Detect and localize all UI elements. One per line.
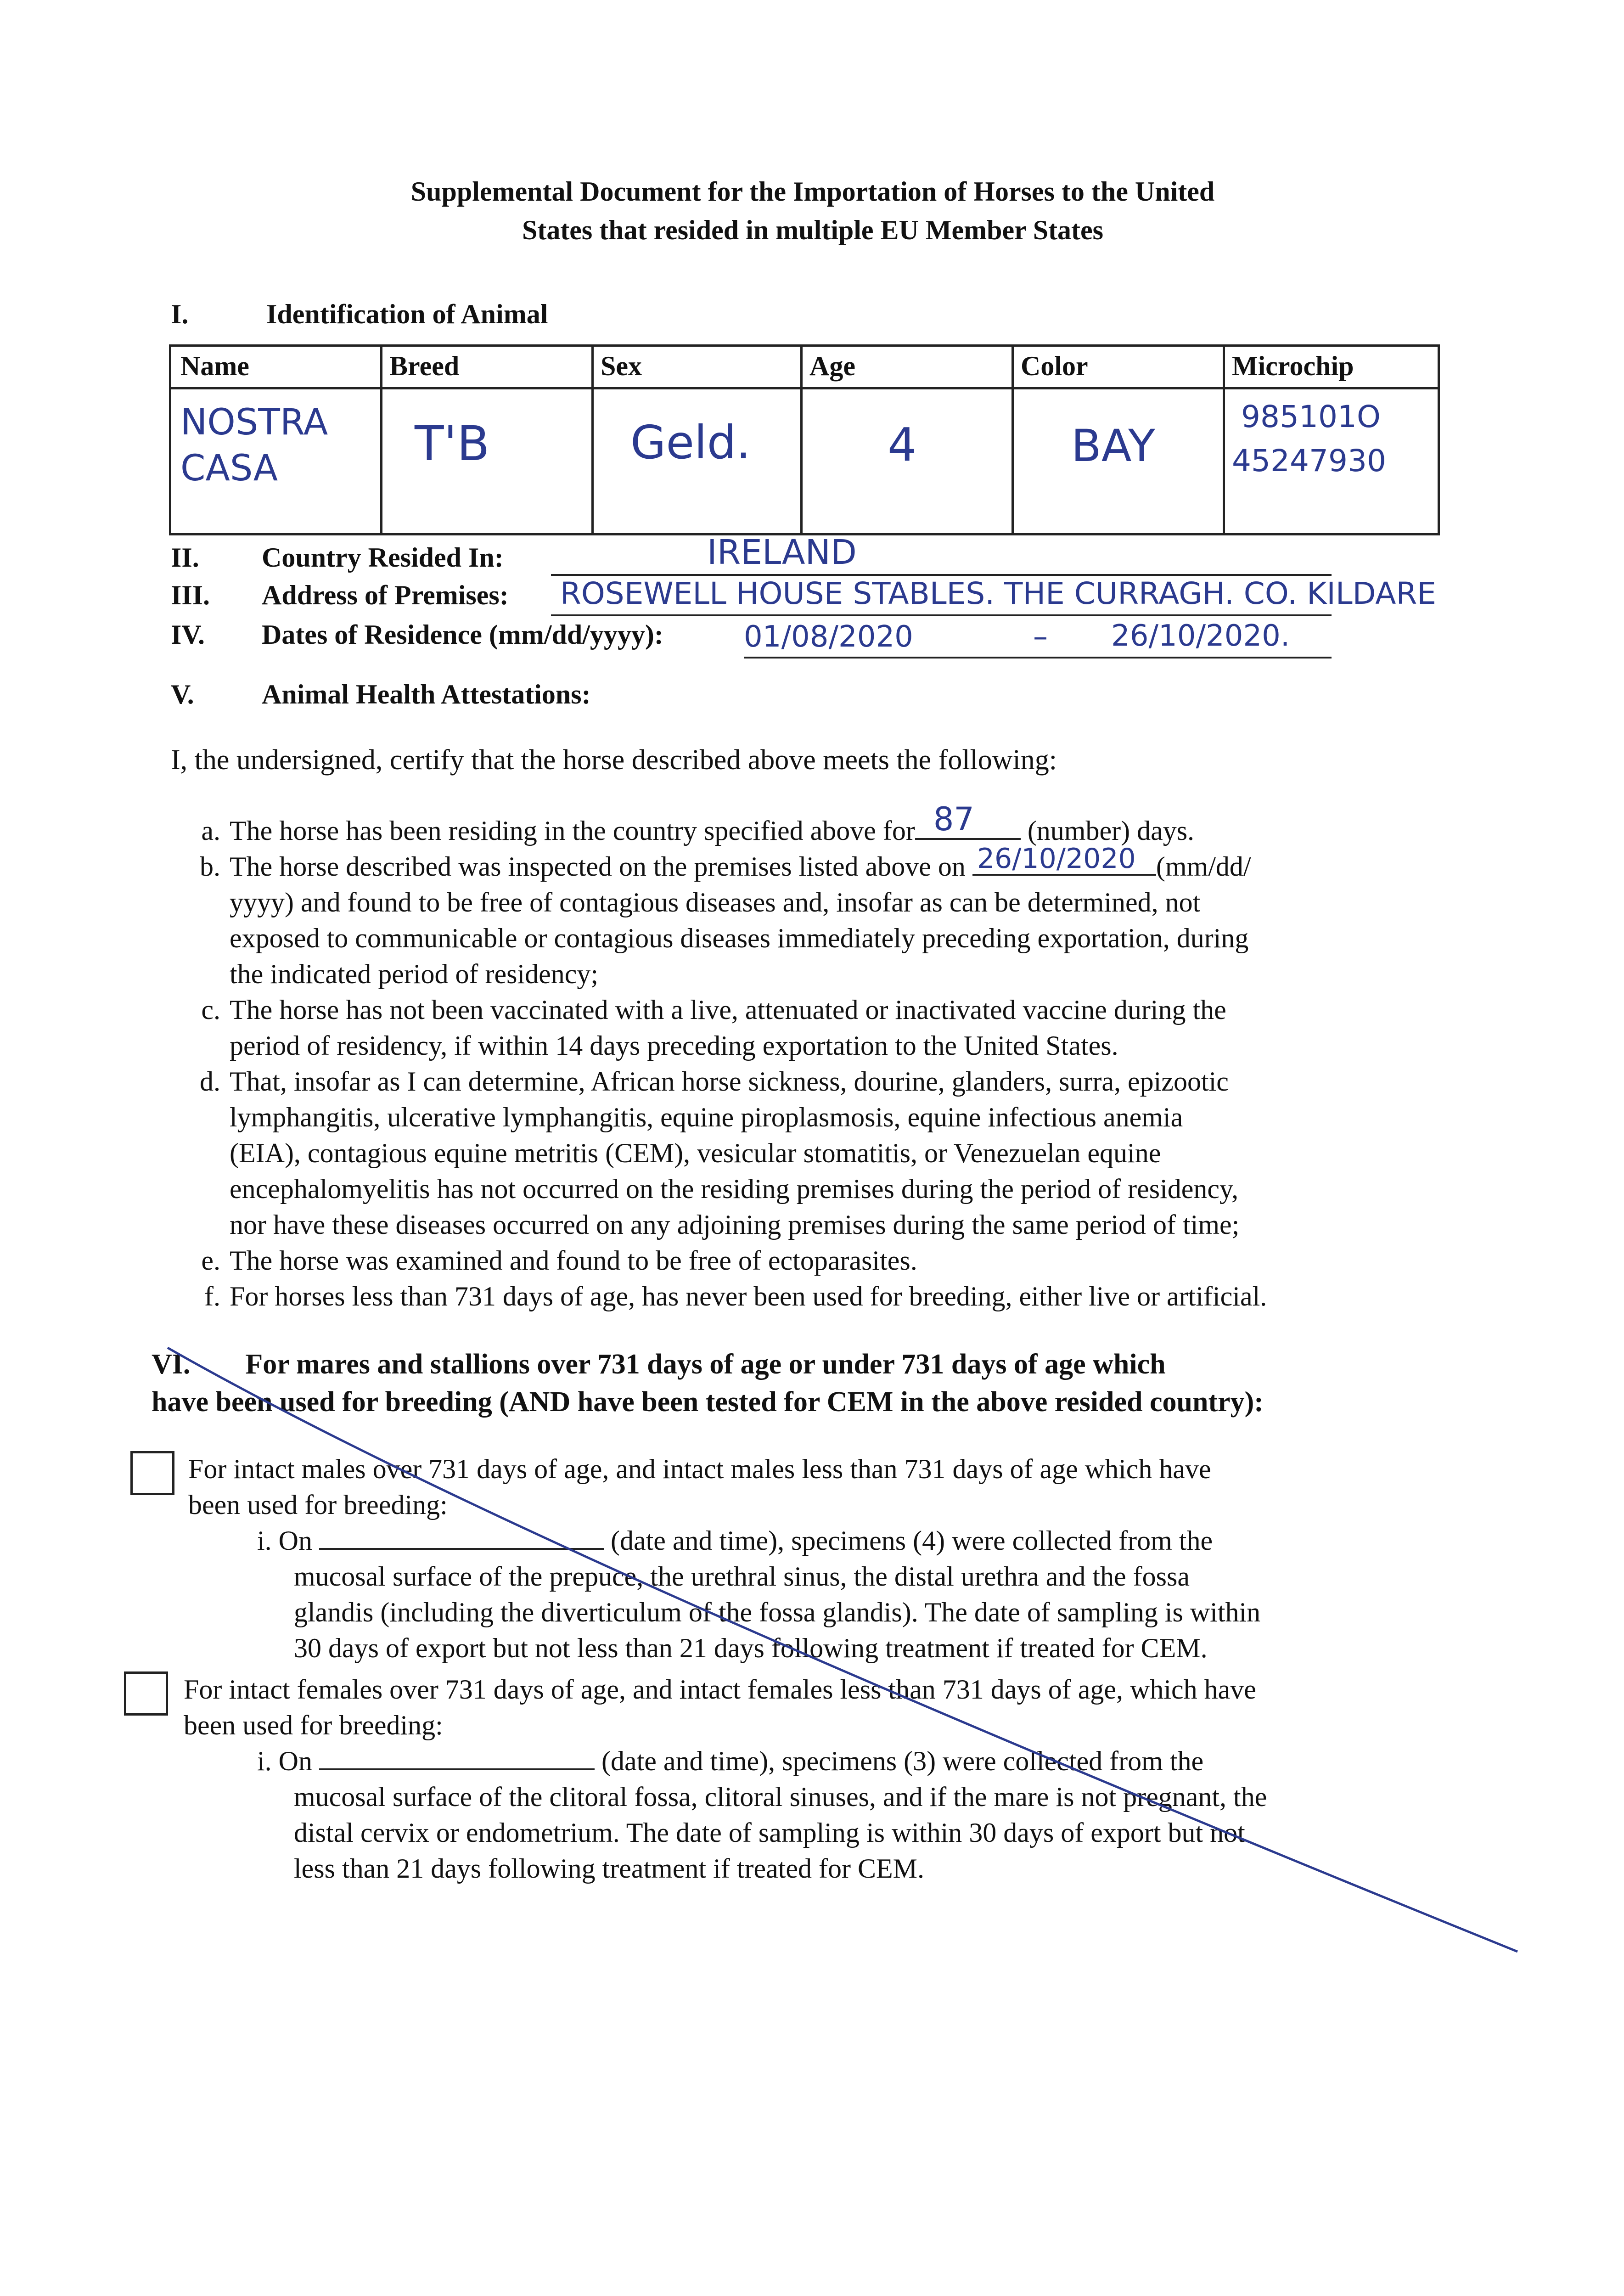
attestation-b-line-3: exposed to communicable or contagious diseases immediately preceding exportation, during: [230, 923, 1249, 953]
intact-females-line-2: been used for breeding:: [184, 1710, 443, 1740]
attestation-b-letter: b.: [200, 851, 220, 882]
females-sample-text: (date and time), specimens (3) were collected from the: [601, 1746, 1204, 1776]
header-color: Color: [1021, 351, 1088, 381]
attestation-e-line-1: The horse was examined and found to be free of ectoparasites.: [230, 1245, 917, 1276]
intact-males-line-2: been used for breeding:: [188, 1490, 448, 1520]
country-value: IRELAND: [707, 533, 857, 572]
attestation-e-letter: e.: [201, 1245, 220, 1276]
females-sample-line-2: mucosal surface of the clitoral fossa, clitoral sinuses, and if the mare is not pregnant, the: [294, 1782, 1267, 1812]
attestation-f-line-1: For horses less than 731 days of age, has never been used for breeding, either live or artificial.: [230, 1281, 1267, 1311]
section-4-number: IV.: [171, 619, 205, 650]
intact-males-line-1: For intact males over 731 days of age, and intact males less than 731 days of age which have: [188, 1454, 1211, 1484]
title-line-2: States that resided in multiple EU Member States: [522, 215, 1104, 245]
section-2-number: II.: [171, 542, 199, 573]
attestation-c-line-1: The horse has not been vaccinated with a live, attenuated or inactivated vaccine during the: [230, 995, 1226, 1025]
address-value: ROSEWELL HOUSE STABLES. THE CURRAGH. CO. KILDARE: [560, 576, 1437, 611]
section-5-number: V.: [171, 679, 194, 709]
header-age: Age: [809, 351, 855, 381]
attestation-b-line-2: yyyy) and found to be free of contagious diseases and, insofar as can be determined, not: [230, 887, 1201, 917]
intact-females-line-1: For intact females over 731 days of age, and intact females less than 731 days of age, which have: [184, 1674, 1256, 1705]
value-name-line-1: NOSTRA: [180, 402, 328, 443]
attestation-c-letter: c.: [201, 995, 220, 1025]
section-1-label: Identification of Animal: [266, 299, 548, 329]
attestation-d-line-5: nor have these diseases occurred on any adjoining premises during the same period of time;: [230, 1210, 1240, 1240]
attestation-d-line-2: lymphangitis, ulcerative lymphangitis, equine piroplasmosis, equine infectious anemia: [230, 1102, 1183, 1132]
dates-to-value: 26/10/2020.: [1111, 619, 1290, 653]
males-sample-line-4: 30 days of export but not less than 21 days following treatment if treated for CEM.: [294, 1633, 1208, 1663]
attestation-c-line-2: period of residency, if within 14 days preceding exportation to the United States.: [230, 1030, 1118, 1061]
females-sample-line-3: distal cervix or endometrium. The date of sampling is within 30 days of export but not: [294, 1818, 1245, 1848]
dates-dash: –: [1033, 620, 1048, 654]
attestation-b-line-4: the indicated period of residency;: [230, 959, 599, 989]
section-6-line-1: For mares and stallions over 731 days of age or under 731 days of age which: [245, 1349, 1166, 1380]
section-6-line-2: have been used for breeding (AND have been tested for CEM in the above resided country):: [152, 1386, 1264, 1418]
males-sample-line-3: glandis (including the diverticulum of the fossa glandis). The date of sampling is within: [294, 1597, 1261, 1627]
section-3-label: Address of Premises:: [262, 580, 509, 610]
attestation-a-letter: a.: [201, 816, 220, 846]
males-sample-text: (date and time), specimens (4) were collected from the: [611, 1525, 1213, 1556]
certify-statement: I, the undersigned, certify that the horse described above meets the following:: [171, 744, 1057, 776]
header-name: Name: [180, 351, 249, 381]
males-sample-label: i. On: [257, 1525, 312, 1556]
header-sex: Sex: [601, 351, 642, 381]
dates-from-value: 01/08/2020: [744, 620, 913, 654]
section-2-label: Country Resided In:: [262, 542, 504, 573]
value-color: BAY: [1071, 420, 1155, 472]
section-4-label: Dates of Residence (mm/dd/yyyy):: [262, 619, 663, 650]
attestation-a-text: The horse has been residing in the country specified above for: [230, 816, 915, 846]
attestation-d-line-1: That, insofar as I can determine, African horse sickness, dourine, glanders, surra, epizootic: [230, 1066, 1229, 1097]
females-sample-label: i. On: [257, 1746, 312, 1776]
attestation-f-letter: f.: [204, 1281, 220, 1311]
males-sample-line-2: mucosal surface of the prepuce, the urethral sinus, the distal urethra and the fossa: [294, 1561, 1190, 1592]
value-name-line-2: CASA: [180, 448, 278, 489]
section-5-label: Animal Health Attestations:: [262, 679, 591, 709]
attestation-a-suffix: (number) days.: [1027, 816, 1195, 846]
attestation-d-letter: d.: [200, 1066, 220, 1097]
attestation-d-line-4: encephalomyelitis has not occurred on the residing premises during the period of residency,: [230, 1174, 1239, 1204]
header-breed: Breed: [389, 351, 460, 381]
title-line-1: Supplemental Document for the Importation of Horses to the United: [410, 176, 1215, 207]
attestation-d-line-3: (EIA), contagious equine metritis (CEM), vesicular stomatitis, or Venezuelan equine: [230, 1138, 1161, 1168]
section-3-number: III.: [171, 580, 210, 610]
value-breed: T'B: [415, 416, 490, 472]
value-microchip-line-2: 45247930: [1232, 443, 1386, 478]
attestation-b-suffix: (mm/dd/: [1156, 851, 1251, 882]
value-microchip-line-1: 985101O: [1241, 399, 1381, 434]
section-1-number: I.: [171, 299, 189, 329]
females-sample-line-4: less than 21 days following treatment if treated for CEM.: [294, 1853, 924, 1884]
value-age: 4: [888, 418, 917, 472]
inspection-date-value: 26/10/2020: [977, 843, 1136, 875]
attestation-b-text: The horse described was inspected on the premises listed above on: [230, 851, 966, 882]
value-sex: Geld.: [630, 416, 751, 469]
section-6-number: VI.: [152, 1349, 191, 1380]
header-microchip: Microchip: [1232, 351, 1354, 381]
days-value: 87: [933, 800, 974, 838]
